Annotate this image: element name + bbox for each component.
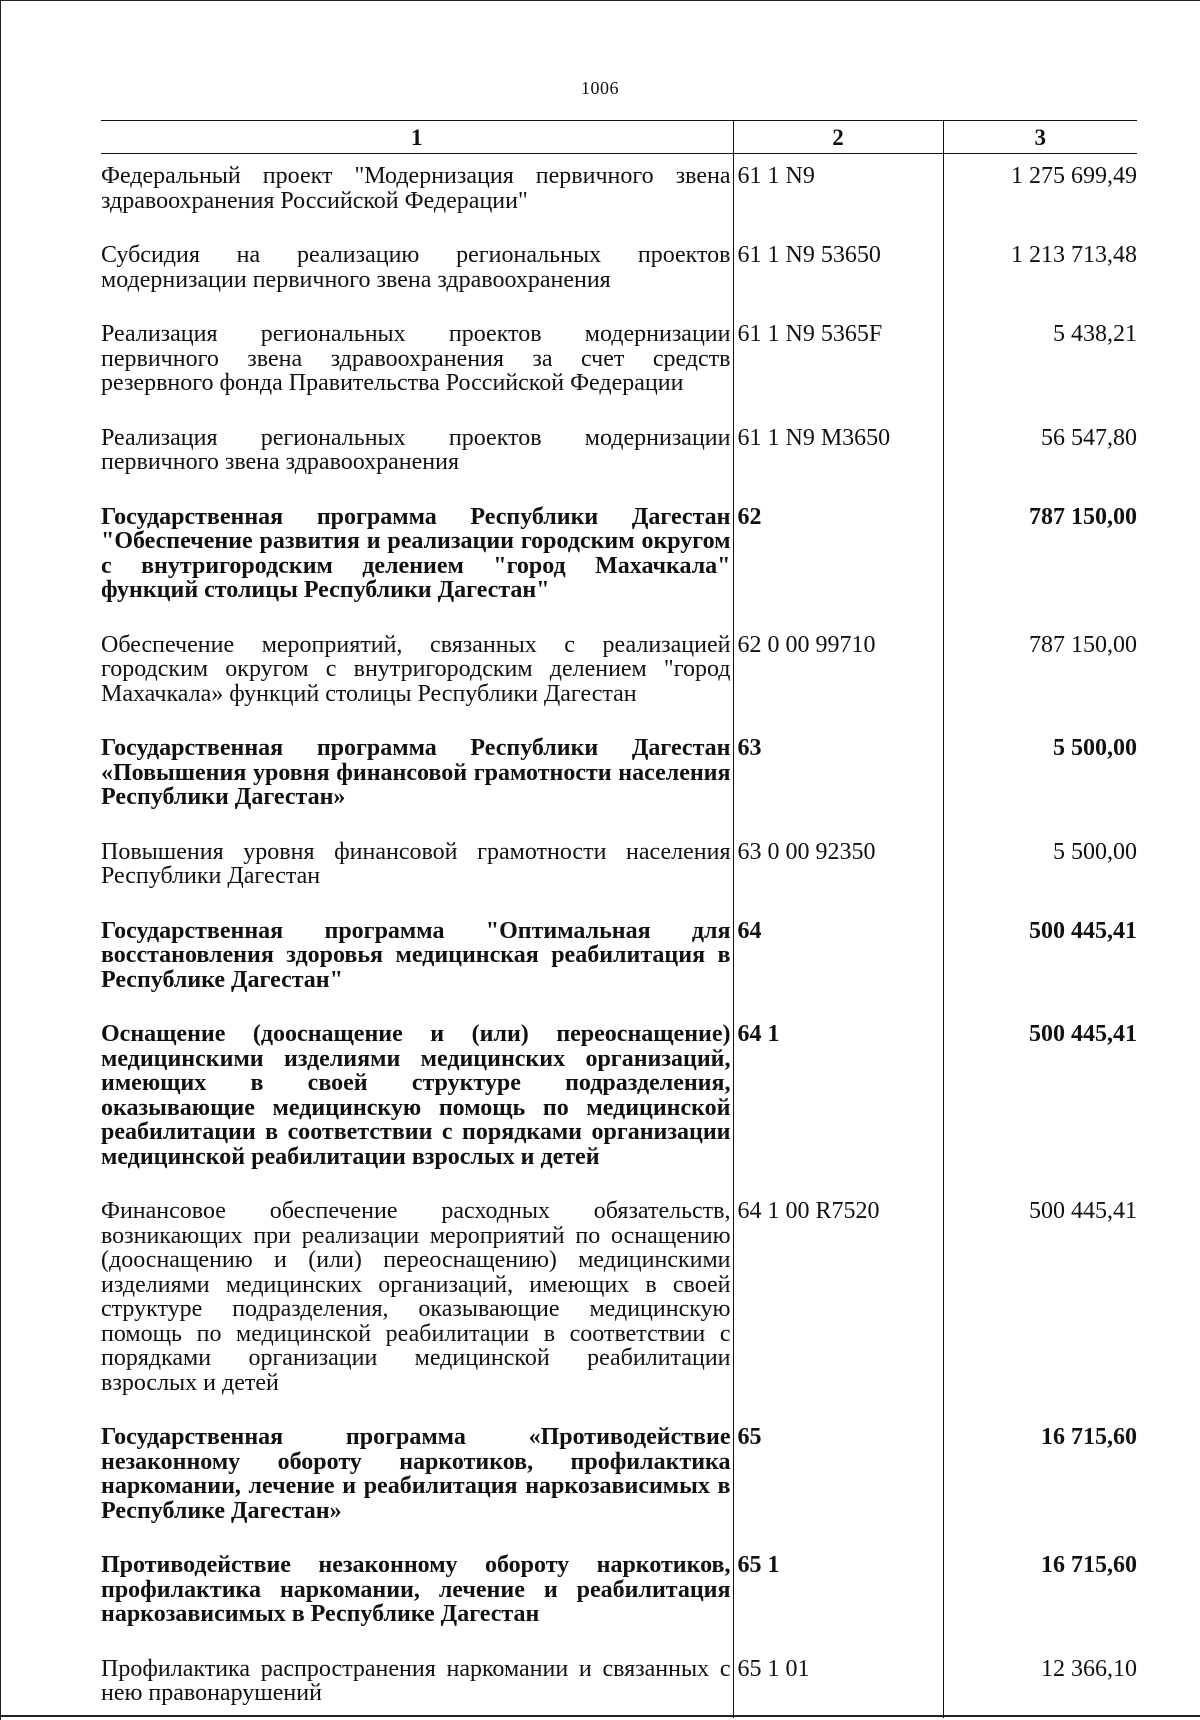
row-amount-cell: 12 366,10 <box>943 1647 1137 1718</box>
row-name-cell: Реализация региональных проектов модернизации первичного звена здравоохранения <box>101 424 731 475</box>
row-amount-cell: 500 445,41 <box>943 1012 1137 1189</box>
table-row <box>101 233 1137 312</box>
row-name-cell: Федеральный проект "Модернизация первичного звена здравоохранения Российской Федерации" <box>101 163 731 214</box>
row-amount-cell: 5 500,00 <box>943 726 1137 830</box>
row-code-cell: 61 1 N9 5365F <box>733 312 943 416</box>
budget-table-container <box>101 120 1137 1718</box>
table-row <box>101 495 1137 623</box>
table-row <box>101 1647 1137 1718</box>
row-code-cell: 61 1 N9 <box>733 154 943 234</box>
row-code-cell: 64 1 00 R7520 <box>733 1189 943 1415</box>
column-header-2: 2 <box>733 121 943 154</box>
row-amount-cell: 1 213 713,48 <box>943 233 1137 312</box>
row-amount-cell: 16 715,60 <box>943 1543 1137 1647</box>
row-amount-cell: 1 275 699,49 <box>943 154 1137 234</box>
row-amount-cell: 5 500,00 <box>943 830 1137 909</box>
table-row <box>101 726 1137 830</box>
table-row <box>101 416 1137 495</box>
table-row <box>101 909 1137 1013</box>
row-amount-cell: 500 445,41 <box>943 1189 1137 1415</box>
row-amount-cell: 16 715,60 <box>943 1415 1137 1543</box>
row-name-cell: Противодействие незаконному обороту наркотиков, профилактика наркомании, лечение и реабилитация наркозависимых в Республике Дагестан <box>101 1552 731 1627</box>
table-row <box>101 1415 1137 1543</box>
table-row <box>101 1189 1137 1415</box>
row-name-cell: Субсидия на реализацию региональных проектов модернизации первичного звена здравоохранения <box>101 242 731 293</box>
table-row <box>101 312 1137 416</box>
row-code-cell: 65 <box>733 1415 943 1543</box>
row-name-cell: Профилактика распространения наркомании и связанных с нею правонарушений <box>101 1655 731 1706</box>
row-amount-cell: 56 547,80 <box>943 416 1137 495</box>
page-number: 1006 <box>581 78 619 98</box>
row-name-cell: Повышения уровня финансовой грамотности населения Республики Дагестан <box>101 838 731 889</box>
table-header-row <box>101 121 1137 154</box>
row-code-cell: 65 1 01 <box>733 1647 943 1718</box>
row-name-cell: Финансовое обеспечение расходных обязательств, возникающих при реализации мероприятий по оснащению (дооснащению и (или) переоснащению) медицинскими изделиями медицинских организаций, имеющих в своей структуре подразделения, оказывающие медицинскую помощь по медицинской реабилитации в соответствии с порядками организации медицинской реабилитации взрослых и детей <box>101 1198 731 1396</box>
budget-table <box>101 120 1137 1718</box>
row-amount-cell: 500 445,41 <box>943 909 1137 1013</box>
row-code-cell: 64 <box>733 909 943 1013</box>
table-body <box>101 154 1137 1718</box>
row-name-cell: Обеспечение мероприятий, связанных с реализацией городским округом с внутригородским делением "город Махачкала» функций столицы Республики Дагестан <box>101 631 731 707</box>
row-amount-cell: 5 438,21 <box>943 312 1137 416</box>
row-name-cell: Государственная программа "Оптимальная для восстановления здоровья медицинская реабилитация в Республике Дагестан" <box>101 917 731 993</box>
row-name-cell: Оснащение (дооснащение и (или) переоснащение) медицинскими изделиями медицинских организаций, имеющих в своей структуре подразделения, оказывающие медицинскую помощь по медицинской реабилитации в соответствии с порядками организации медицинской реабилитации взрослых и детей <box>101 1021 731 1170</box>
row-name-cell: Государственная программа «Противодействие незаконному обороту наркотиков, профилактика наркомании, лечение и реабилитация наркозависимых в Республике Дагестан» <box>101 1424 731 1524</box>
table-row <box>101 1012 1137 1189</box>
row-code-cell: 63 0 00 92350 <box>733 830 943 909</box>
row-code-cell: 61 1 N9 M3650 <box>733 416 943 495</box>
table-row <box>101 1543 1137 1647</box>
row-code-cell: 65 1 <box>733 1543 943 1647</box>
row-code-cell: 62 0 00 99710 <box>733 623 943 727</box>
table-row <box>101 623 1137 727</box>
row-amount-cell: 787 150,00 <box>943 495 1137 623</box>
scan-left-edge <box>0 0 1 1720</box>
column-header-1: 1 <box>101 121 733 154</box>
table-row <box>101 154 1137 234</box>
row-code-cell: 64 1 <box>733 1012 943 1189</box>
row-name-cell: Реализация региональных проектов модернизации первичного звена здравоохранения за счет средств резервного фонда Правительства Российской Федерации <box>101 321 731 396</box>
row-code-cell: 61 1 N9 53650 <box>733 233 943 312</box>
row-amount-cell: 787 150,00 <box>943 623 1137 727</box>
column-header-3: 3 <box>943 121 1137 154</box>
scan-top-edge <box>0 0 1200 1</box>
row-name-cell: Государственная программа Республики Дагестан «Повышения уровня финансовой грамотности населения Республики Дагестан» <box>101 735 731 810</box>
row-code-cell: 62 <box>733 495 943 623</box>
row-code-cell: 63 <box>733 726 943 830</box>
row-name-cell: Государственная программа Республики Дагестан "Обеспечение развития и реализации городским округом с внутригородским делением "город Махачкала" функций столицы Республики Дагестан" <box>101 503 731 603</box>
table-row <box>101 830 1137 909</box>
